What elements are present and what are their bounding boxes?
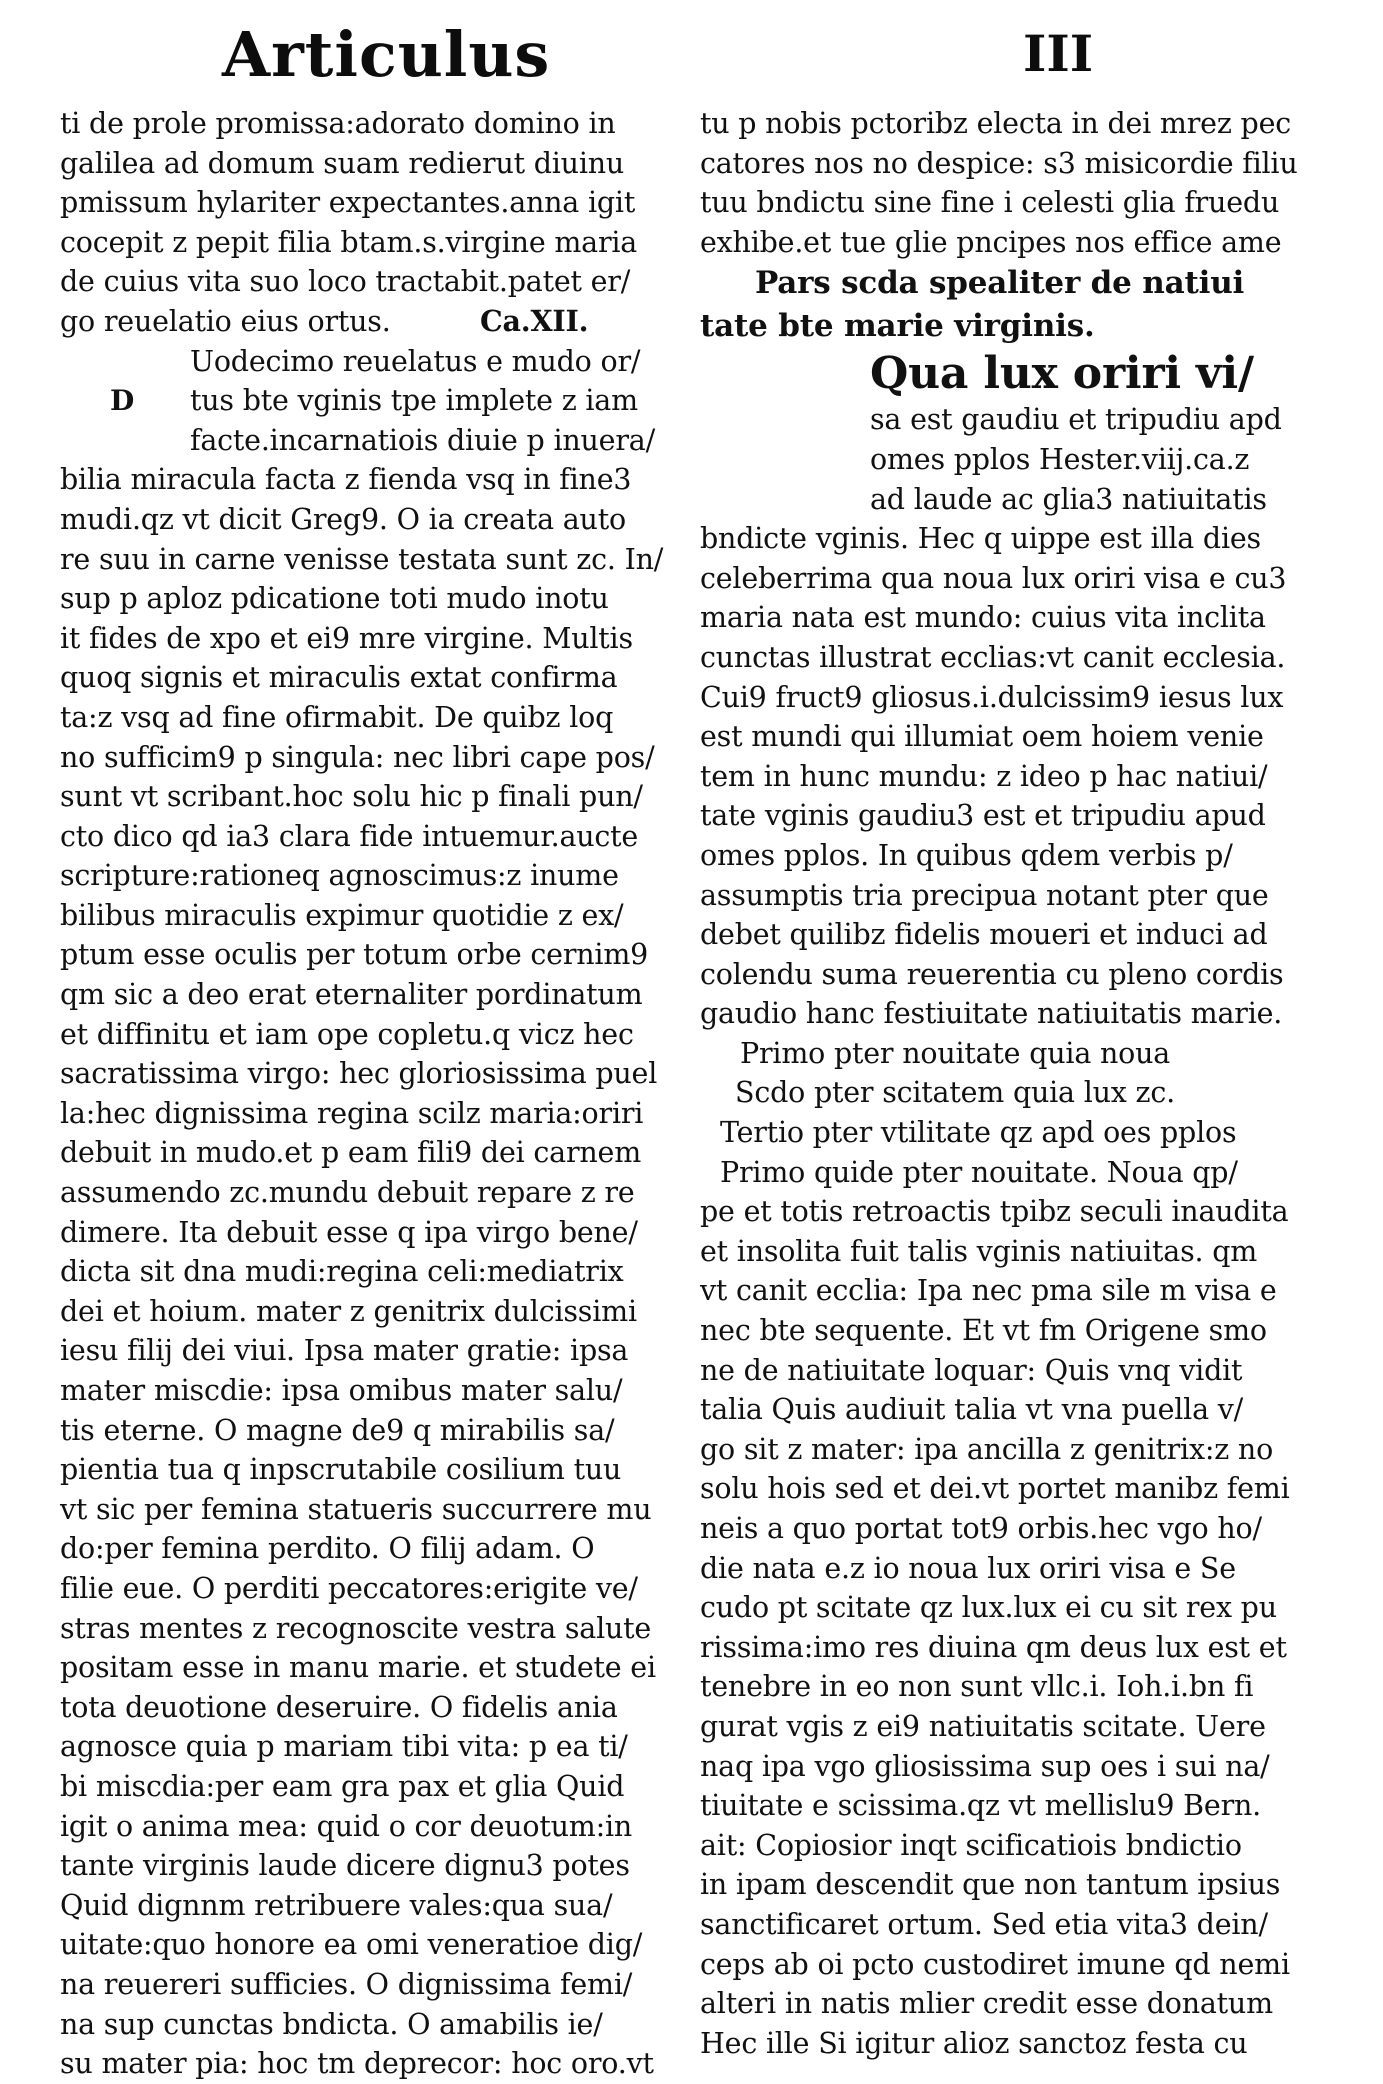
text-line: exhibe.et tue glie pncipes nos effice ame <box>700 225 1282 259</box>
text-line: su mater pia: hoc tm deprecor: hoc oro.vt <box>60 2047 654 2081</box>
text-line: tate vginis gaudiu3 est et tripudiu apud <box>700 799 1266 833</box>
text-line: iesu filij dei viui. Ipsa mater gratie: ipsa <box>60 1334 629 1368</box>
text-line: assumptis tria precipua notant pter que <box>700 878 1269 912</box>
text-line: Cui9 fruct9 gliosus.i.dulcissim9 iesus lux <box>700 680 1284 714</box>
text-line: pmissum hylariter expectantes.anna igit <box>60 186 636 220</box>
text-line: ti de prole promissa:adorato domino in <box>60 107 616 140</box>
text-line: sacratissima virgo: hec gloriosissima puel <box>60 1057 658 1091</box>
text-line: ta:z vsq ad fine ofirmabit. De quibz loq <box>60 700 614 734</box>
text-line: cto dico qd ia3 clara fide intuemur.aucte <box>60 819 639 853</box>
text-line: positam esse in manu marie. et studete ei <box>60 1651 656 1685</box>
text-line: tiuitate e scissima.qz vt mellislu9 Bern. <box>700 1789 1262 1823</box>
text-line: cocepit z pepit filia btam.s.virgine maria <box>60 225 638 259</box>
text-line: agnosce quia p mariam tibi vita: p ea ti/ <box>60 1730 628 1764</box>
text-line: ait: Copiosior inqt scificatiois bndictio <box>700 1828 1242 1862</box>
text-line: catores nos no despice: s3 misicordie filiu <box>700 146 1298 180</box>
text-line: bndicte vginis. Hec q uippe est illa dies <box>700 522 1261 556</box>
left-column <box>60 104 664 2084</box>
text-line: talia Quis audiuit talia vt vna puella v/ <box>700 1393 1244 1427</box>
text-line: et insolita fuit talis vginis natiuitas. qm <box>700 1234 1258 1268</box>
text-line: bilia miracula facta z fienda vsq in fine3 <box>60 463 632 497</box>
text-line: ceps ab oi pcto custodiret imune qd nemi <box>700 1947 1290 1981</box>
text-line: ptum esse oculis per totum orbe cernim9 <box>60 938 649 972</box>
guide-letter: D <box>110 384 135 418</box>
text-line: naq ipa vgo gliosissima sup oes i sui na/ <box>700 1749 1270 1783</box>
text-line: tus bte vginis tpe implete z iam <box>190 384 638 418</box>
text-line: re suu in carne venisse testata sunt zc. In/ <box>60 542 664 576</box>
text-line: vt canit ecclia: Ipa nec pma sile m visa e <box>700 1274 1277 1308</box>
text-line: tuu bndictu sine fine i celesti glia fruedu <box>700 186 1280 220</box>
folio-number: III <box>1023 24 1094 83</box>
text-line: bi miscdia:per eam gra pax et glia Quid <box>60 1769 625 1803</box>
text-line: ad laude ac glia3 natiuitatis <box>870 482 1267 516</box>
text-line: die nata e.z io noua lux oriri visa e Se <box>700 1551 1236 1585</box>
text-line: quoq signis et miraculis extat confirma <box>60 661 618 695</box>
text-line: Quid dignnm retribuere vales:qua sua/ <box>60 1888 613 1922</box>
text-line: do:per femina perdito. O filij adam. O <box>60 1532 595 1566</box>
text-line: Uodecimo reuelatus e mudo or/ <box>190 344 641 378</box>
text-line: filie eue. O perditi peccatores:erigite ve/ <box>60 1571 638 1605</box>
text-line: colendu suma reuerentia cu pleno cordis <box>700 957 1284 991</box>
text-line: tu p nobis pctoribz electa in dei mrez pec <box>700 107 1291 140</box>
text-line: galilea ad domum suam redierut diuinu <box>60 146 625 180</box>
text-line: na reuereri sufficies. O dignissima femi/ <box>60 1967 633 2001</box>
text-line: uitate:quo honore ea omi veneratioe dig/ <box>60 1928 643 1962</box>
reason-line: Primo pter nouitate quia noua <box>740 1036 1171 1070</box>
text-line: Primo quide pter nouitate. Noua qp/ <box>720 1155 1238 1189</box>
reason-line: Tertio pter vtilitate qz apd oes pplos <box>720 1116 1237 1150</box>
text-line: alteri in natis mlier credit esse donatum <box>700 1987 1273 2021</box>
text-line: sa est gaudiu et tripudiu apd <box>870 403 1282 437</box>
text-line: no sufficim9 p singula: nec libri cape pos/ <box>60 740 655 774</box>
reason-line: Scdo pter scitatem quia lux zc. <box>735 1076 1175 1110</box>
text-line: debuit in mudo.et p eam fili9 dei carnem <box>60 1136 642 1170</box>
chapter-mark: Ca.XII. <box>480 303 589 338</box>
text-line: dei et hoium. mater z genitrix dulcissimi <box>60 1294 637 1328</box>
text-line: gurat vgis z ei9 natiuitatis scitate. Uere <box>700 1709 1266 1743</box>
text-line: sanctificaret ortum. Sed etia vita3 dein/ <box>700 1907 1268 1941</box>
text-line: tis eterne. O magne de9 q mirabilis sa/ <box>60 1413 615 1447</box>
text-line: it fides de xpo et ei9 mre virgine. Multis <box>60 621 633 655</box>
running-title: Articulus <box>222 18 551 91</box>
text-line: in ipam descendit que non tantum ipsius <box>700 1868 1281 1902</box>
text-line: vt sic per femina statueris succurrere mu <box>60 1492 652 1526</box>
section-heading: tate bte marie virginis. <box>700 308 1095 345</box>
text-line: tante virginis laude dicere dignu3 potes <box>60 1849 630 1883</box>
text-line: dicta sit dna mudi:regina celi:mediatrix <box>60 1255 624 1289</box>
text-line: omes pplos Hester.viij.ca.z <box>870 442 1250 476</box>
text-line: sunt vt scribant.hoc solu hic p finali pun/ <box>60 780 643 814</box>
text-line: tenebre in eo non sunt vllc.i. Ioh.i.bn fi <box>700 1670 1254 1704</box>
text-line: bilibus miraculis expimur quotidie z ex/ <box>60 898 624 932</box>
text-line: dimere. Ita debuit esse q ipa virgo bene/ <box>60 1215 638 1249</box>
text-line: est mundi qui illumiat oem hoiem venie <box>700 720 1264 754</box>
text-line: go sit z mater: ipa ancilla z genitrix:z no <box>700 1432 1274 1466</box>
text-line: tem in hunc mundu: z ideo p hac natiui/ <box>700 759 1268 793</box>
text-line: assumendo zc.mundu debuit repare z re <box>60 1176 635 1210</box>
text-line: rissima:imo res diuina qm deus lux est et <box>700 1630 1287 1664</box>
text-line: sup p aploz pdicatione toti mudo inotu <box>60 582 609 616</box>
text-line: gaudio hanc festiuitate natiuitatis marie. <box>700 997 1283 1031</box>
text-line: scripture:rationeq agnoscimus:z inume <box>60 859 619 893</box>
incipit-heading: Qua lux oriri vi/ <box>870 348 1254 400</box>
text-line: nec bte sequente. Et vt fm Origene smo <box>700 1314 1267 1348</box>
text-line: neis a quo portat tot9 orbis.hec vgo ho/ <box>700 1512 1262 1545</box>
text-line: omes pplos. In quibus qdem verbis p/ <box>700 838 1233 872</box>
text-line: qm sic a deo erat eternaliter pordinatum <box>60 978 643 1012</box>
text-line: ne de natiuitate loquar: Quis vnq vidit <box>700 1353 1243 1387</box>
text-line: pientia tua q inpscrutabile cosilium tuu <box>60 1453 622 1487</box>
text-line: solu hois sed et dei.vt portet manibz femi <box>700 1472 1290 1506</box>
text-line-with-chapter <box>60 302 650 342</box>
text-line: tota deuotione deseruire. O fidelis ania <box>60 1690 618 1724</box>
text-line: maria nata est mundo: cuius vita inclita <box>700 601 1266 635</box>
text-line-with-guide-letter <box>60 381 650 421</box>
text-line: Hec ille Si igitur alioz sanctoz festa cu <box>700 2026 1248 2060</box>
text-line: celeberrima qua noua lux oriri visa e cu3 <box>700 561 1287 595</box>
text-line: cudo pt scitate qz lux.lux ei cu sit rex pu <box>700 1591 1277 1625</box>
text-line: igit o anima mea: quid o cor deuotum:in <box>60 1809 633 1843</box>
text-line: debet quilibz fidelis moueri et induci ad <box>700 918 1268 952</box>
text-line: la:hec dignissima regina scilz maria:oriri <box>60 1096 644 1130</box>
text-line: mater miscdie: ipsa omibus mater salu/ <box>60 1374 623 1407</box>
text-line: stras mentes z recognoscite vestra salute <box>60 1611 652 1645</box>
section-heading: Pars scda spealiter de natiui <box>755 265 1245 302</box>
text-line: go reuelatio eius ortus. <box>60 304 391 338</box>
text-line: et diffinitu et iam ope copletu.q vicz hec <box>60 1017 634 1051</box>
right-column <box>700 104 1300 2063</box>
text-line: mudi.qz vt dicit Greg9. O ia creata auto <box>60 502 626 536</box>
text-line: pe et totis retroactis tpibz seculi inaudita <box>700 1195 1289 1229</box>
text-line: na sup cunctas bndicta. O amabilis ie/ <box>60 2007 603 2041</box>
text-line: facte.incarnatiois diuie p inuera/ <box>190 423 655 457</box>
text-line: de cuius vita suo loco tractabit.patet er/ <box>60 265 631 299</box>
text-line: cunctas illustrat ecclias:vt canit ecclesia. <box>700 640 1286 674</box>
